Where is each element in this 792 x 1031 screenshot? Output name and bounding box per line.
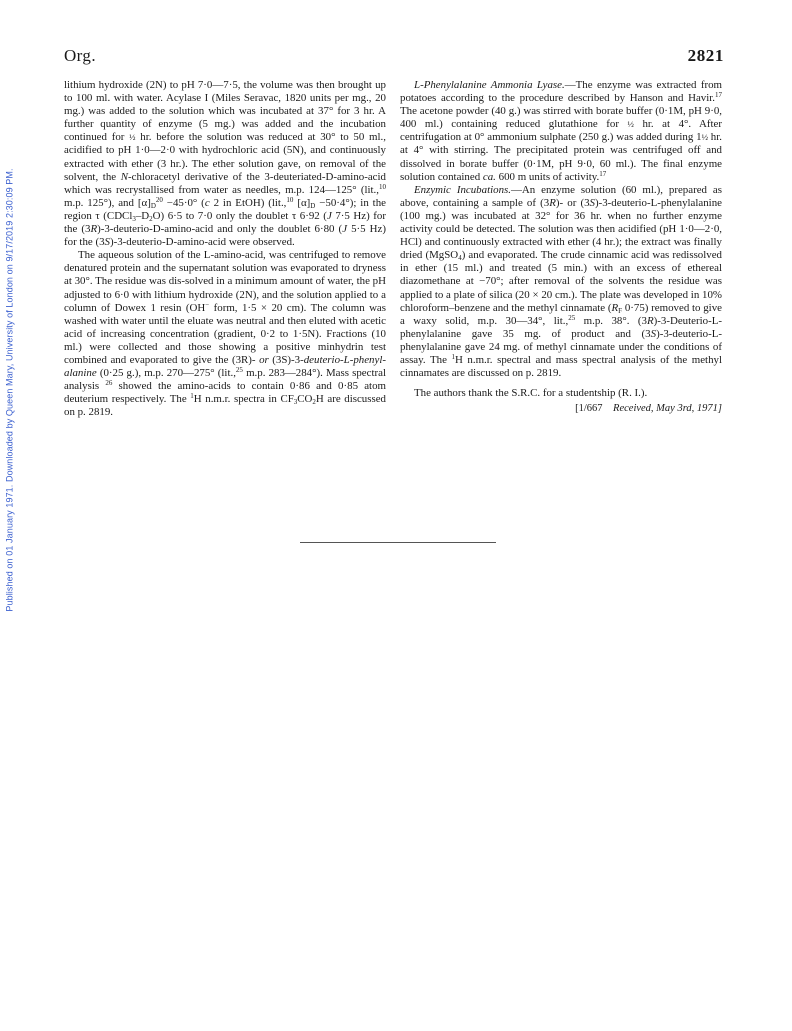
download-stamp: [2, 150, 18, 630]
paragraph: lithium hydroxide (2N) to pH 7·0—7·5, the volume was then brought up to 100 ml. with water. Acylase I (Miles Seravac, 1820 units per mg., 20 mg.) was added to the solution which was incubated at 37° for 3 hr. A further quantity of enzyme (5 mg.) was added and the incubation continued for ½ hr. before the solution was reduced at 30° to 50 ml., acidified to pH 1·0—2·0 with hydrochloric acid (5N), and continuously extracted with ether (3 hr.). The ether solution gave, on removal of the solvent, the N-chloracetyl derivative of the 3-deuteriated-D-amino-acid which was recrystallised from water as needles, m.p. 124—125° (lit.,$^{10}$ m.p. 125°), and $[\alpha]_D^{20} -45\cdot 0^\circ$ (c 2 in EtOH) (lit.,$^{10}$ $[\alpha]_D -50\cdot 4^\circ$); in the region τ $(CDCl_3-D_2O)$ 6·5 to 7·0 only the doublet τ 6·92 (J 7·5 Hz) for the (3R)-3-deuterio-D-amino-acid and only the doublet 6·80 (J 5·5 Hz) for the (3S)-3-deuterio-D-amino-acid were observed.: [64, 79, 387, 249]
paper-reference-code: [1/667: [575, 403, 603, 415]
journal-section-header: Org.: [64, 46, 96, 65]
paragraph: The aqueous solution of the L-amino-acid, was centrifuged to remove denatured protein and the supernatant solution was evaporated to dryness at 30°. The residue was dis-solved in a minimum amount of water, the pH adjusted to 6·0 with lithium hydroxide (2N), and the solution applied to a column of Dowex 1 resin (OH− form, 1·5 × 20 cm). The column was washed with water until the eluate was neutral and then eluted with acetic acid of increasing concentration (gradient, 0·2 to 1·5N). Fractions (10 ml.) were collected and those showing a positive minhydrin test combined and evaporated to give the (3R)- or (3S)-3-deuterio-L-phenyl-alanine (0·25 g.), m.p. 270—275° (lit.,$^{25}$ m.p. 283—284°). Mass spectral analysis $^{26}$ showed the amino-acids to contain 0·86 and 0·85 atom deuterium respectively. The $^1$H n.m.r. spectra in $CF_3CO_2H$ are discussed on p. 2819.: [64, 249, 387, 419]
received-line: [400, 402, 722, 415]
page-number: 2821: [687, 46, 724, 65]
received-date: Received, May 3rd, 1971]: [613, 403, 722, 415]
paragraph: L-Phenylalanine Ammonia Lyase.—The enzyme was extracted from potatoes according to the procedure described by Hanson and Havir.$^{17}$ The acetone powder (40 g.) was stirred with borate buffer (0·1M, pH 9·0, 400 ml.) containing reduced glutathione for ½ hr. at 4°. After centrifugation at 0° ammonium sulphate (250 g.) was added during 1½ hr. at 4° with stirring. The precipitated protein was centrifuged off and dissolved in borate buffer (0·1M, pH 9·0, 60 ml.). The final enzyme solution contained ca. 600 m units of activity.$^{17}$: [400, 79, 722, 183]
download-stamp-text: Published on 01 January 1971. Downloaded by Queen Mary, University of London on 9/17/2019 2:30:09 PM.: [5, 168, 15, 612]
left-column: [64, 79, 386, 419]
end-rule: [300, 542, 496, 543]
paragraph: Enzymic Incubations.—An enzyme solution (60 ml.), prepared as above, containing a sample of (3R)- or (3S)-3-deuterio-L-phenylalanine (100 mg.) was incubated at 32° for 36 hr. when no further enzyme activity could be detected. The solution was then acidified (pH 1·0—2·0, HCl) and continuously extracted with ether (4 hr.); the extract was finally dried (MgSO$_4$) and evaporated. The crude cinnamic acid was redissolved in ether (15 ml.) and treated (5 min.) with an excess of ethereal diazomethane at −70°; after removal of the solvents the residue was applied to a plate of silica (20 × 20 cm.). The plate was developed in 10% chloroform–benzene and the methyl cinnamate ($R_F$ 0·75) removed to give a waxy solid, m.p. 30—34°, lit.,$^{25}$ m.p. 38°. (3R)-3-Deuterio-L-phenylalanine gave 35 mg. of product and (3S)-3-deuterio-L-phenylalanine gave 24 mg. of methyl cinnamate under the conditions of assay. The $^1$H n.m.r. spectral and mass spectral analysis of the methyl cinnamates are discussed on p. 2819.: [400, 183, 723, 380]
acknowledgement: The authors thank the S.R.C. for a studentship (R. I.).: [414, 387, 648, 400]
right-column: [400, 79, 722, 415]
